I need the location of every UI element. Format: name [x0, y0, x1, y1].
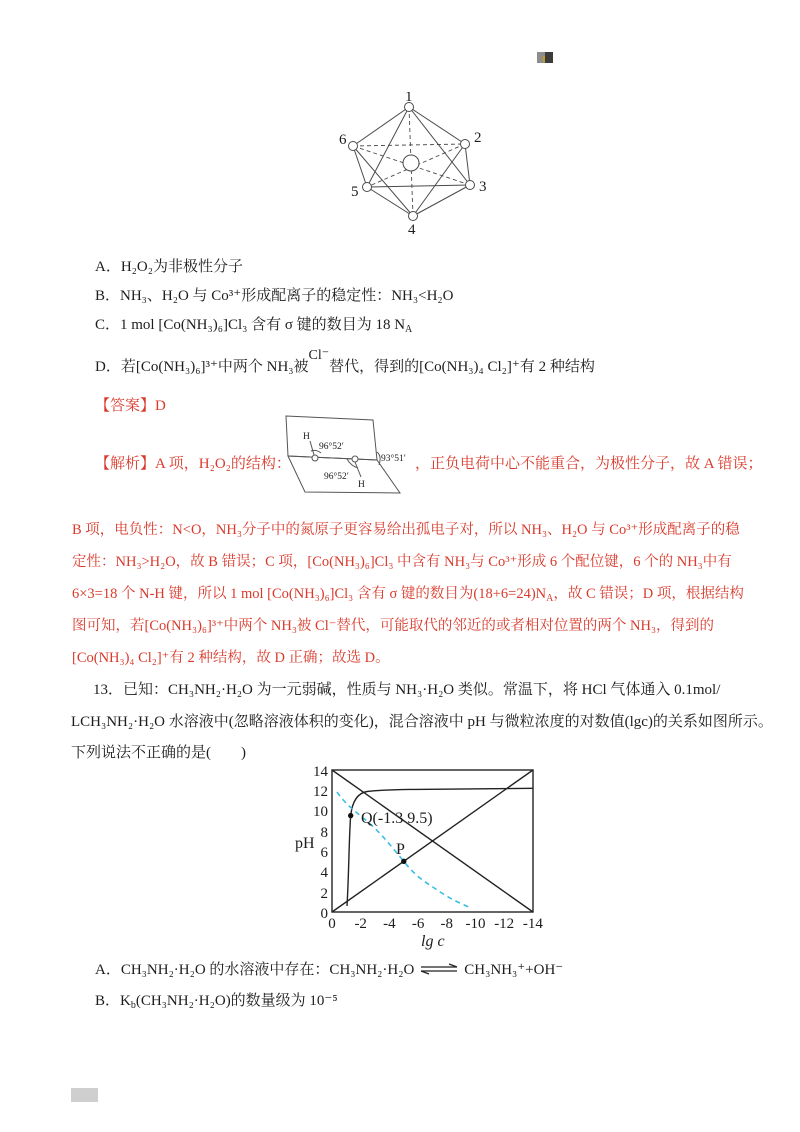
y-tick-10: 10 — [313, 804, 328, 820]
x-axis-label: lg c — [421, 933, 445, 950]
x-tick-0: 0 — [328, 916, 336, 932]
q12-analysis-part2: ，正负电荷中心不能重合，为极性分子，故 A 错误； — [415, 456, 763, 472]
q13-option-a-pre: A．CH₃NH₂·H₂O 的水溶液中存在：CH₃NH₂·H₂O — [95, 962, 415, 978]
x-tick--4: -4 — [383, 916, 396, 932]
q13-stem-line3: 下列说法不正确的是( ) — [71, 745, 246, 761]
q12-analysis-line3-subscript: A — [546, 593, 554, 604]
q12-answer: 【答案】D — [95, 398, 166, 414]
y-tick-12: 12 — [313, 784, 328, 800]
h2o2-dihedral-angle-label: 93°51′ — [381, 454, 406, 464]
q12-analysis-line4: 图可知，若[Co(NH₃)₆]³⁺中两个 NH₃被 Cl⁻替代，可能取代的邻近的或者相对位置的两个 NH₃，得到的 — [72, 618, 715, 634]
logo-accent-mark-icon — [543, 56, 545, 62]
q12-option-a: A．H₂O₂为非极性分子 — [95, 259, 243, 275]
q12-option-c-subscript: A — [405, 324, 413, 335]
chart-point-q — [348, 813, 353, 818]
q13-option-b-pre: B．K — [95, 993, 131, 1009]
vertex-label-4: 4 — [408, 222, 416, 238]
y-tick-6: 6 — [320, 845, 328, 861]
octahedron-diagram — [337, 92, 489, 242]
q13-option-a — [95, 960, 563, 980]
q12-analysis-line3 — [72, 584, 744, 609]
y-tick-8: 8 — [320, 825, 328, 841]
h2o2-structure-diagram — [278, 413, 418, 503]
q12-option-c-text: C．1 mol [Co(NH₃)₆]Cl₃ 含有 σ 键的数目为 18 N — [95, 317, 406, 333]
ph-lgc-chart — [283, 760, 558, 952]
vertex-label-6: 6 — [339, 132, 347, 148]
q12-option-d-chloride-formula: Cl⁻ — [308, 348, 330, 363]
footer-page-block — [71, 1088, 98, 1102]
q12-option-d — [95, 348, 595, 378]
x-tick--2: -2 — [354, 916, 367, 932]
y-tick-14: 14 — [313, 764, 328, 780]
h2o2-h-top-label: H — [303, 432, 310, 442]
q13-stem-line2: LCH₃NH₂·H₂O 水溶液中(忽略溶液体积的变化)，混合溶液中 pH 与微粒浓度的对数值(lgc)的关系如图所示。 — [71, 714, 773, 730]
vertex-label-5: 5 — [351, 184, 359, 200]
q13-option-b-post: (CH₃NH₂·H₂O)的数量级为 10⁻⁵ — [135, 993, 338, 1009]
q12-option-d-text-pre: D．若[Co(NH₃)₆]³⁺中两个 NH₃被 — [95, 359, 309, 375]
vertex-label-1: 1 — [405, 92, 413, 105]
x-tick--12: -12 — [494, 916, 515, 932]
y-tick-0: 0 — [320, 906, 328, 922]
q12-analysis-part1: 【解析】A 项，H₂O₂的结构： — [95, 456, 291, 472]
x-tick--8: -8 — [440, 916, 454, 932]
vertex-label-3: 3 — [479, 179, 487, 195]
chart-point-p — [401, 859, 406, 864]
y-tick-2: 2 — [320, 886, 328, 902]
y-axis-label: pH — [295, 835, 315, 852]
q13-option-b — [95, 991, 338, 1016]
h2o2-angle-top-label: 96°52′ — [319, 442, 344, 452]
q13-option-b-subscript: b — [130, 1000, 136, 1011]
q12-analysis-line5: [Co(NH₃)₄ Cl₂]⁺有 2 种结构，故 D 正确；故选 D。 — [72, 650, 390, 666]
q12-option-c — [95, 315, 412, 340]
logo-dark-square-icon — [545, 52, 553, 63]
vertex-label-2: 2 — [474, 130, 482, 146]
equilibrium-arrow-icon — [419, 963, 459, 975]
q12-option-b: B．NH₃、H₂O 与 Co³⁺形成配离子的稳定性：NH₃<H₂O — [95, 288, 454, 304]
y-tick-4: 4 — [320, 865, 328, 881]
q13-option-a-post: CH₃NH₃⁺+OH⁻ — [464, 962, 564, 978]
x-tick--6: -6 — [411, 916, 425, 932]
q13-stem-line1: 13．已知：CH₃NH₂·H₂O 为一元弱碱，性质与 NH₃·H₂O 类似。常温下，将 HCl 气体通入 0.1mol/ — [93, 682, 721, 698]
h2o2-angle-bottom-label: 96°52′ — [324, 472, 349, 482]
q12-option-d-text-post: 替代，得到的[Co(NH₃)₄ Cl₂]⁺有 2 种结构 — [329, 359, 595, 375]
h2o2-h-bottom-label: H — [358, 480, 365, 490]
q12-analysis-line2: 定性：NH₃>H₂O，故 B 错误；C 项，[Co(NH₃)₆]Cl₃ 中含有 NH₃与 Co³⁺形成 6 个配位键，6 个的 NH₃中有 — [72, 554, 732, 570]
x-tick--14: -14 — [522, 916, 543, 932]
q12-analysis-line3-pre: 6×3=18 个 N-H 键，所以 1 mol [Co(NH₃)₆]Cl₃ 含有 σ 键的数目为(18+6=24)N — [72, 586, 547, 602]
q12-analysis-line3-post: ，故 C 错误；D 项，根据结构 — [553, 586, 744, 602]
chart-q-label: Q(-1.3 9.5) — [361, 810, 433, 827]
x-tick--10: -10 — [465, 916, 486, 932]
chart-p-label: P — [396, 841, 405, 858]
q12-analysis-line1: B 项，电负性：N<O，NH₃分子中的氮原子更容易给出孤电子对，所以 NH₃、H₂O 与 Co³⁺形成配离子的稳 — [72, 522, 740, 538]
